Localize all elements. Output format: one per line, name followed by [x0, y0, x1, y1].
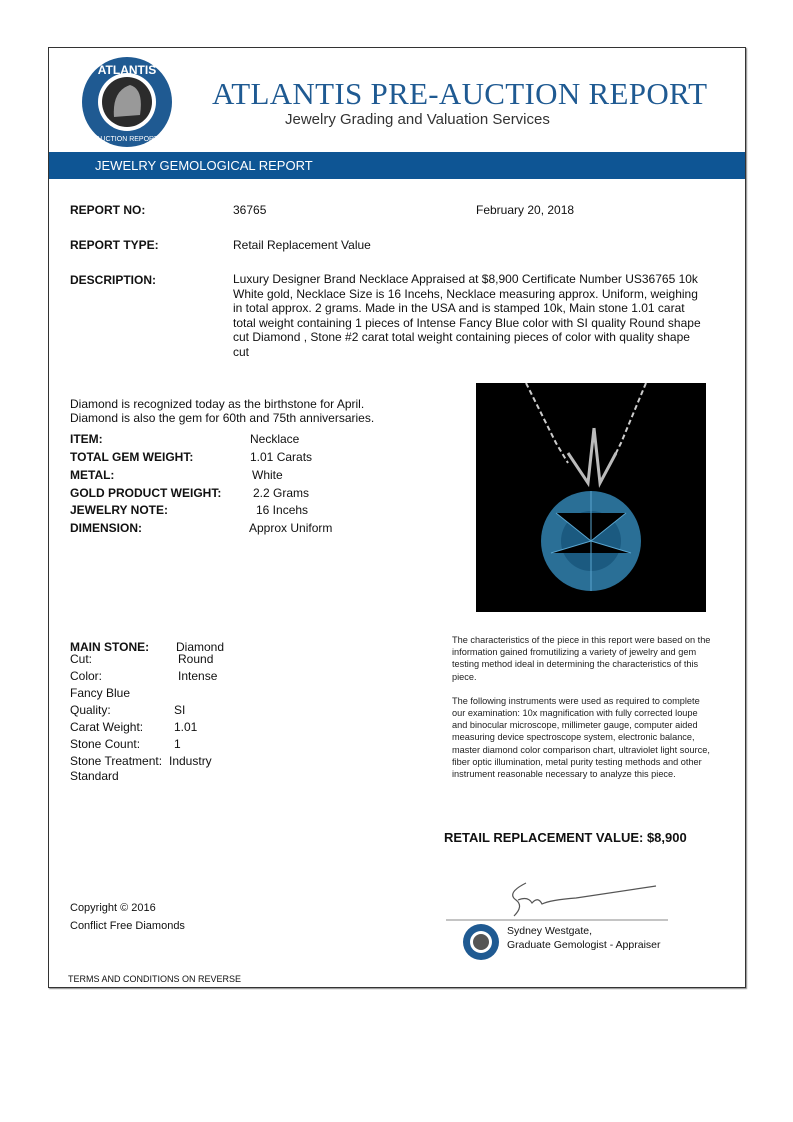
- detail-label: DIMENSION:: [70, 521, 142, 535]
- detail-label: JEWELRY NOTE:: [70, 503, 169, 517]
- note-paragraph: The following instruments were used as required to complete our examination: 10x magnification with fully corrected loupe and binocular microscope, millimeter gauge, computer aided measuring device spectroscope system, electronic balance, master diamond color comparison chart, ultraviolet light source, fiber optic illumination, metal purity testing methods and other instrument reasonable necessary to analyze this piece.: [452, 695, 710, 780]
- carat-label: Carat Weight:: [70, 720, 144, 734]
- main-stone-label: MAIN STONE:: [70, 640, 150, 654]
- color-cont: Fancy Blue: [70, 686, 131, 700]
- cut: Round: [178, 652, 214, 666]
- treatment-cont: Standard: [70, 769, 119, 783]
- detail-label: ITEM:: [70, 432, 103, 446]
- atlantis-logo: [80, 55, 174, 149]
- detail-value: 16 Incehs: [256, 503, 309, 517]
- treatment: Industry: [169, 754, 212, 768]
- report-title: ATLANTIS PRE-AUCTION REPORT: [212, 76, 708, 111]
- treatment-label: Stone Treatment:: [70, 754, 163, 768]
- report-type-label: REPORT TYPE:: [70, 238, 159, 252]
- description-label: DESCRIPTION:: [70, 273, 157, 287]
- cut-label: Cut:: [70, 652, 93, 666]
- description: Luxury Designer Brand Necklace Appraised at $8,900 Certificate Number US36765 10k White gold, Necklace Size is 16 Incehs, Necklace measuring approx. Uniform, weighing in total approx. 2 grams. Made in the USA and is stamped 10k, Main stone 1.01 carat total weight containing 1 pieces of Intense Fancy Blue color with SI quality Round shape cut Diamond , Stone #2 carat total weight containing pieces of color with quality shape cut: [233, 272, 701, 359]
- necklace-photo: [476, 383, 706, 612]
- detail-value: 2.2 Grams: [253, 486, 310, 500]
- quality: SI: [174, 703, 186, 717]
- section-banner: [49, 152, 745, 179]
- report-date: February 20, 2018: [476, 203, 575, 217]
- detail-label: TOTAL GEM WEIGHT:: [70, 450, 194, 464]
- detail-label: METAL:: [70, 468, 115, 482]
- color: Intense: [178, 669, 218, 683]
- carat: 1.01: [174, 720, 198, 734]
- count: 1: [174, 737, 181, 751]
- main-stone: Diamond: [176, 640, 225, 654]
- banner-text: JEWELRY GEMOLOGICAL REPORT: [95, 158, 313, 173]
- count-label: Stone Count:: [70, 737, 141, 751]
- report-no-label: REPORT NO:: [70, 203, 146, 217]
- company: Conflict Free Diamonds: [70, 920, 185, 932]
- svg-text:ATLANTIS: ATLANTIS: [97, 63, 157, 77]
- svg-text:AUCTION REPORT: AUCTION REPORT: [95, 136, 159, 143]
- color-label: Color:: [70, 669, 103, 683]
- terms: TERMS AND CONDITIONS ON REVERSE: [68, 974, 242, 984]
- birthstone-line-2: Diamond is also the gem for 60th and 75th anniversaries.: [70, 411, 375, 425]
- detail-label: GOLD PRODUCT WEIGHT:: [70, 486, 222, 500]
- report-type: Retail Replacement Value: [233, 238, 371, 252]
- report-no: 36765: [233, 203, 267, 217]
- copyright: Copyright © 2016: [70, 902, 156, 914]
- notes: [452, 634, 714, 780]
- atlantis-seal-icon: [462, 923, 500, 961]
- birthstone-line-1: Diamond is recognized today as the birthstone for April.: [70, 397, 365, 411]
- signer-title: Graduate Gemologist - Appraiser: [507, 939, 661, 951]
- report-subtitle: Jewelry Grading and Valuation Services: [285, 111, 550, 128]
- detail-value: 1.01 Carats: [250, 450, 313, 464]
- detail-value: Approx Uniform: [249, 521, 333, 535]
- signer-name: Sydney Westgate,: [507, 925, 593, 937]
- detail-value: Necklace: [250, 432, 300, 446]
- retail-value: RETAIL REPLACEMENT VALUE: $8,900: [444, 830, 687, 845]
- note-paragraph: The characteristics of the piece in this report were based on the information gained fromutilizing a variety of jewelry and gem testing method ideal in determining the characteristics of this piece.: [452, 635, 711, 682]
- detail-value: White: [252, 468, 283, 482]
- quality-label: Quality:: [70, 703, 111, 717]
- signature: [446, 878, 668, 923]
